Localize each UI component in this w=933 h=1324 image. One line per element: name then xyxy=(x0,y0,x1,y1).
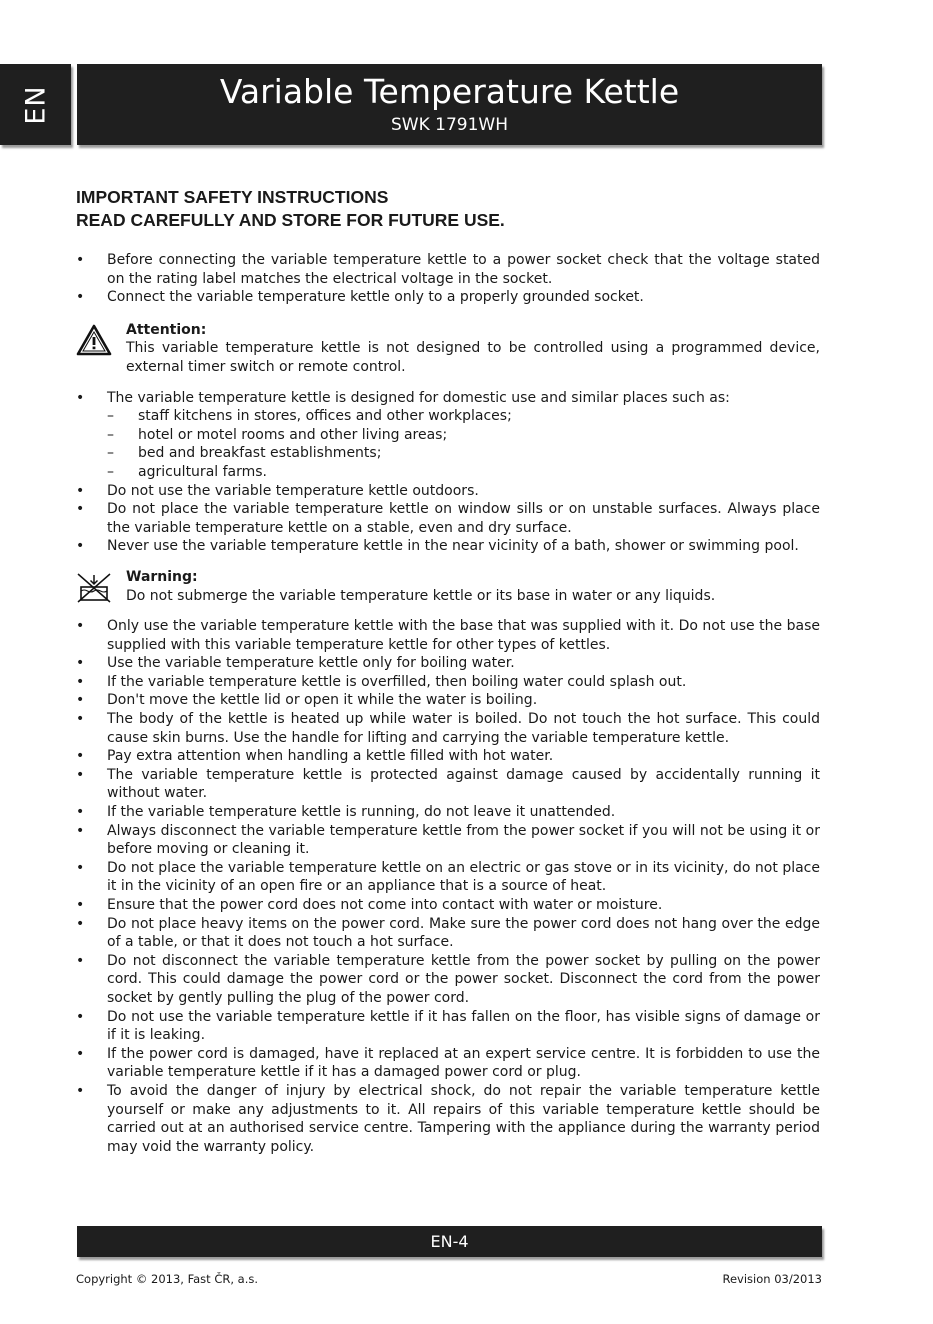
bullet-list-3 xyxy=(76,617,820,1156)
bullet-icon: • xyxy=(76,915,85,932)
bullet-icon: • xyxy=(76,618,85,635)
warning-text: Do not submerge the variable temperature kettle or its base in water or any liquids. xyxy=(126,587,716,604)
bullet-list-1 xyxy=(76,251,820,307)
no-submerge-icon xyxy=(76,571,112,603)
heading-line-2: READ CAREFULLY AND STORE FOR FUTURE USE. xyxy=(76,210,505,230)
list-item: • Do not disconnect the variable temperature kettle from the power socket by pulling on the power cord. This could damage the power cord or the power socket. Disconnect the cord from the power socket by gently pulling the plug of the power cord. xyxy=(76,952,820,1006)
sub-list-item: – agricultural farms. xyxy=(107,463,268,480)
heading-line-1: IMPORTANT SAFETY INSTRUCTIONS xyxy=(76,187,389,207)
bullet-icon: • xyxy=(76,1008,85,1025)
bullet-icon: • xyxy=(76,673,85,690)
list-item: • Pay extra attention when handling a kettle filled with hot water. xyxy=(76,748,554,765)
list-item: • Do not place heavy items on the power cord. Make sure the power cord does not hang over the edge of a table, or that it does not touch a hot surface. xyxy=(76,915,820,951)
safety-heading xyxy=(76,186,505,232)
bullet-icon: • xyxy=(76,538,85,555)
bullet-icon: • xyxy=(76,822,85,839)
bullet-icon: • xyxy=(76,252,85,268)
bullet-list-2 xyxy=(76,389,820,556)
document-title: Variable Temperature Kettle xyxy=(219,72,680,111)
list-item: • The variable temperature kettle is designed for domestic use and similar places such as: – staff kitchens in stores, offices and other workplaces; – hotel or motel rooms and other living areas; – bed and breakfast establishments; – agricultural farms. xyxy=(76,389,820,482)
bullet-icon: • xyxy=(76,952,85,969)
sub-list-item: – hotel or motel rooms and other living areas; xyxy=(107,426,448,443)
list-item: • Do not use the variable temperature kettle if it has fallen on the floor, has visible signs of damage or if it is leaking. xyxy=(76,1008,820,1044)
list-item: • The body of the kettle is heated up while water is boiled. Do not touch the hot surface. This could cause skin burns. Use the handle for lifting and carrying the variable temperature kettle. xyxy=(76,711,820,746)
sub-list-item: – bed and breakfast establishments; xyxy=(107,445,382,462)
copyright: Copyright © 2013, Fast ČR, a.s. xyxy=(76,1272,259,1286)
list-item: • Don't move the kettle lid or open it while the water is boiling. xyxy=(76,692,538,709)
bullet-icon: • xyxy=(76,389,85,406)
page-number-bar xyxy=(77,1226,822,1257)
bullet-icon: • xyxy=(76,766,85,783)
list-item: • The variable temperature kettle is protected against damage caused by accidentally running it without water. xyxy=(76,766,820,802)
list-item: • Do not use the variable temperature kettle outdoors. xyxy=(76,482,479,499)
list-item: • Never use the variable temperature kettle in the near vicinity of a bath, shower or swimming pool. xyxy=(76,538,799,555)
attention-title: Attention: xyxy=(126,321,207,338)
sub-list-item: – staff kitchens in stores, offices and other workplaces; xyxy=(107,408,512,425)
list-item: • Always disconnect the variable temperature kettle from the power socket if you will not be using it or before moving or cleaning it. xyxy=(76,822,820,858)
list-item: • Connect the variable temperature kettle only to a properly grounded socket. xyxy=(76,289,644,306)
list-item: • Do not place the variable temperature kettle on an electric or gas stove or in its vicinity, do not place it in the vicinity of an open fire or an appliance that is a source of heat. xyxy=(76,859,820,895)
instructions-content xyxy=(76,251,820,1156)
model-number: SWK 1791WH xyxy=(390,115,508,135)
warning-triangle-icon xyxy=(76,324,112,356)
bullet-icon: • xyxy=(76,711,85,728)
bullet-icon: • xyxy=(76,1082,85,1099)
title-bar xyxy=(77,64,822,145)
bullet-icon: • xyxy=(76,859,85,876)
list-item: • Use the variable temperature kettle only for boiling water. xyxy=(76,655,515,672)
page-number: EN-4 xyxy=(430,1232,469,1251)
bullet-icon: • xyxy=(76,692,85,709)
attention-note xyxy=(76,321,820,377)
list-item: • If the power cord is damaged, have it replaced at an expert service centre. It is forbidden to use the variable temperature kettle if it has a damaged power cord or plug. xyxy=(76,1045,820,1081)
bullet-icon: • xyxy=(76,804,85,821)
bullet-icon: • xyxy=(76,501,85,518)
bullet-icon: • xyxy=(76,1045,85,1062)
bullet-icon: • xyxy=(76,655,85,672)
bullet-icon: • xyxy=(76,897,85,913)
revision: Revision 03/2013 xyxy=(722,1272,822,1286)
list-item: • Ensure that the power cord does not come into contact with water or moisture. xyxy=(76,897,663,913)
places-list xyxy=(107,407,820,481)
list-item: • Before connecting the variable temperature kettle to a power socket check that the voltage stated on the rating label matches the electrical voltage in the socket. xyxy=(76,252,820,287)
list-item: • If the variable temperature kettle is running, do not leave it unattended. xyxy=(76,804,616,821)
list-item: • Do not place the variable temperature kettle on window sills or on unstable surfaces. Always place the variable temperature kettle on a stable, even and dry surface. xyxy=(76,501,820,536)
bullet-icon: • xyxy=(76,748,85,765)
bullet-icon: • xyxy=(76,482,85,499)
list-item: • To avoid the danger of injury by electrical shock, do not repair the variable temperature kettle yourself or make any adjustments to it. All repairs of this variable temperature kettle should be carried out at an authorised service centre. Tampering with the appliance during the warranty period may void the warranty policy. xyxy=(76,1082,820,1155)
language-tab xyxy=(0,64,71,145)
list-item: • If the variable temperature kettle is overfilled, then boiling water could splash out. xyxy=(76,673,687,690)
warning-title: Warning: xyxy=(126,568,198,585)
list-item: • Only use the variable temperature kettle with the base that was supplied with it. Do not use the base supplied with this variable temperature kettle for other types of kettles. xyxy=(76,618,820,653)
language-label: EN xyxy=(20,84,51,125)
bullet-icon: • xyxy=(76,289,85,306)
warning-note xyxy=(76,568,820,605)
attention-text: This variable temperature kettle is not designed to be controlled using a programmed device, external timer switch or remote control. xyxy=(126,340,820,375)
